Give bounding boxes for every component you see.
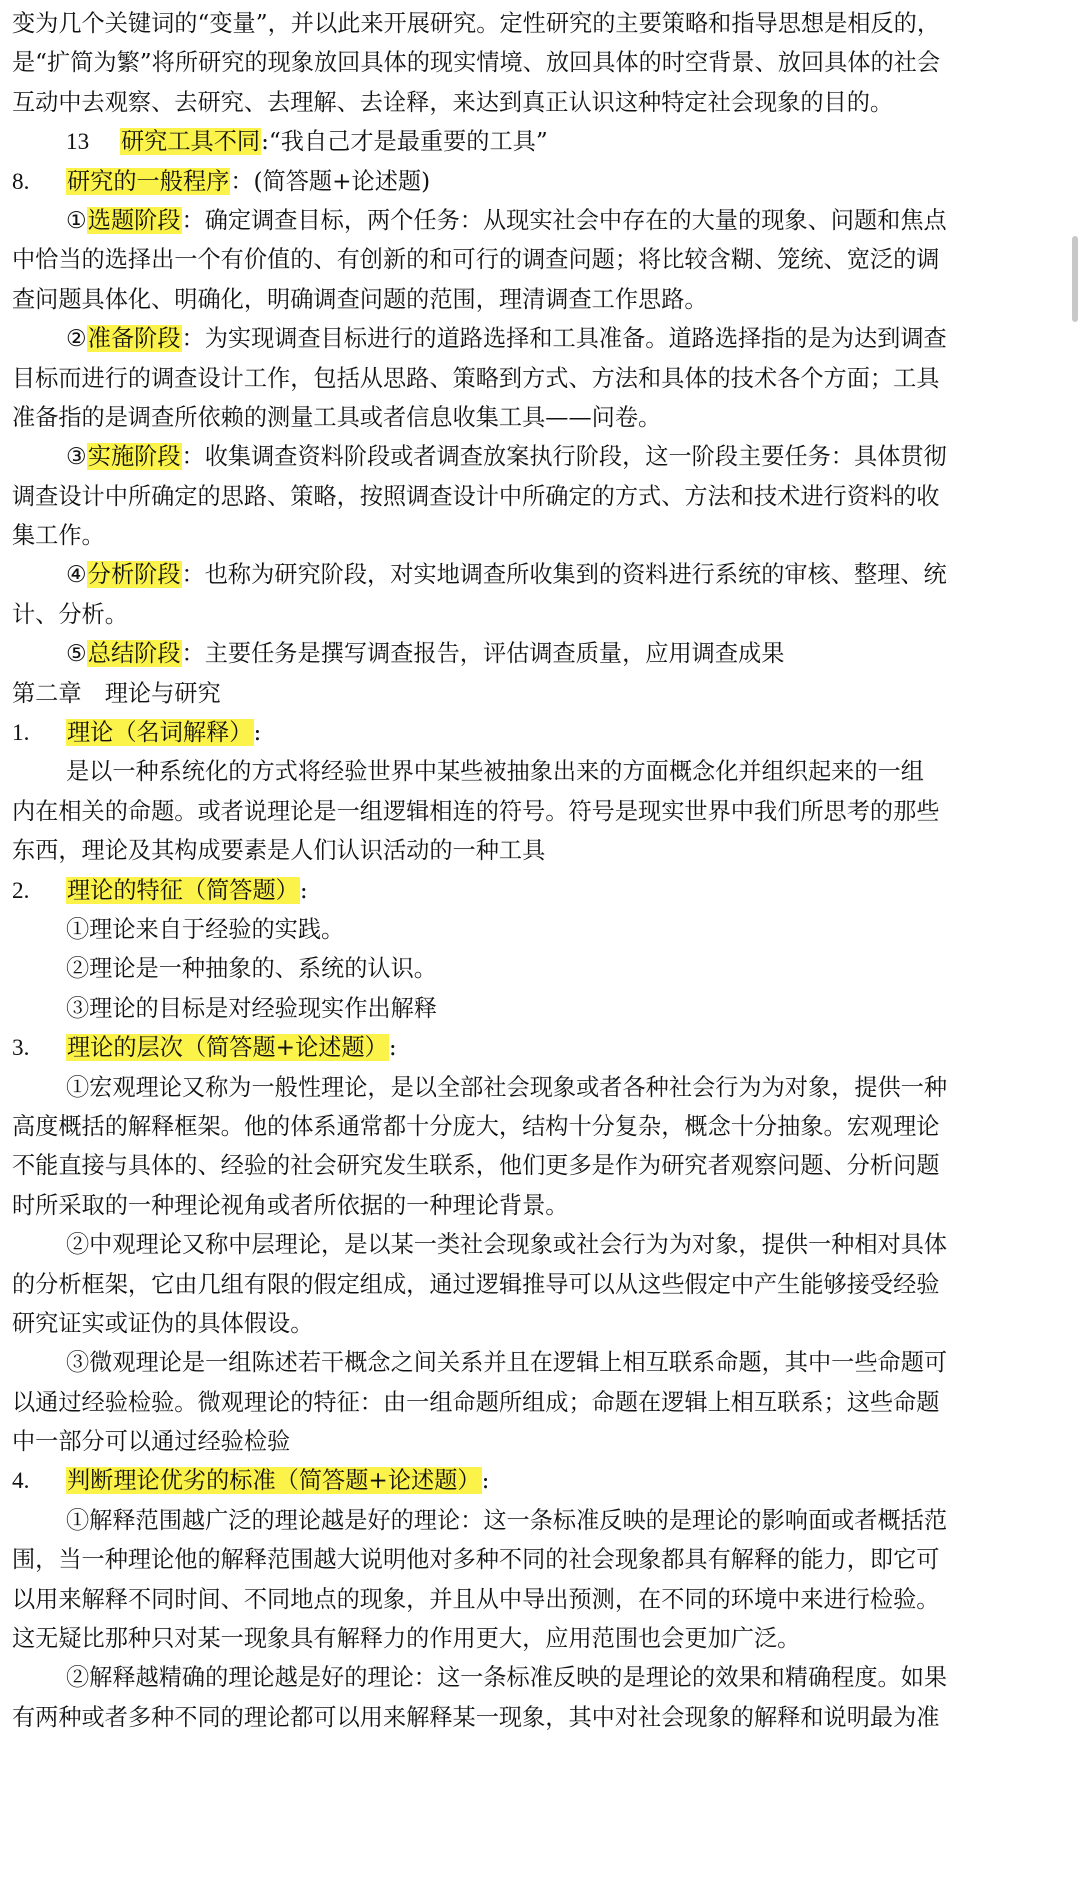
highlighted-heading: 理论（名词解释） <box>67 719 253 747</box>
text-line <box>12 831 1066 870</box>
list-number: 1. <box>12 720 30 747</box>
text-line <box>12 555 1066 594</box>
line-text: 查问题具体化、明确化，明确调查问题的范围，理清调查工作思路。 <box>12 285 708 313</box>
text-line <box>12 910 1066 949</box>
line-text: 内在相关的命题。或者说理论是一组逻辑相连的符号。符号是现实世界中我们所思考的那些 <box>12 797 940 825</box>
text-line <box>12 1265 1066 1304</box>
highlighted-heading: 理论的层次（简答题+论述题） <box>67 1034 388 1062</box>
line-text: 中一部分可以通过经验检验 <box>12 1428 291 1456</box>
line-text: : <box>481 1467 490 1495</box>
line-text: 高度概括的解释框架。他的体系通常都十分庞大，结构十分复杂，概念十分抽象。宏观理论 <box>12 1112 940 1140</box>
line-text: ②解释越精确的理论越是好的理论：这一条标准反映的是理论的效果和精确程度。如果 <box>66 1664 948 1692</box>
line-text: 准备指的是调查所依赖的测量工具或者信息收集工具——问卷。 <box>12 403 662 431</box>
highlighted-heading: 总结阶段 <box>87 640 181 668</box>
highlighted-heading: 分析阶段 <box>87 561 181 589</box>
scrollbar-thumb[interactable] <box>1072 236 1078 322</box>
text-line <box>12 1068 1066 1107</box>
highlighted-heading: 准备阶段 <box>87 325 181 353</box>
line-text: ②中观理论又称中层理论，是以某一类社会现象或社会行为为对象，提供一种相对具体 <box>66 1231 948 1259</box>
line-text: ①宏观理论又称为一般性理论，是以全部社会现象或者各种社会行为为对象，提供一种 <box>66 1073 948 1101</box>
line-text: :“我自己才是最重要的工具” <box>261 128 548 156</box>
line-text: 互动中去观察、去研究、去理解、去诠释，来达到真正认识这种特定社会现象的目的。 <box>12 88 894 116</box>
line-text: ：(简答题+论述题) <box>230 167 431 195</box>
line-text: 围，当一种理论他的解释范围越大说明他对多种不同的社会现象都具有解释的能力，即它可 <box>12 1546 940 1574</box>
line-text: : <box>388 1034 397 1062</box>
text-line <box>12 1580 1066 1619</box>
text-line <box>12 1422 1066 1461</box>
text-line <box>12 1619 1066 1658</box>
text-line <box>12 437 1066 476</box>
line-text: 的分析框架，它由几组有限的假定组成，通过逻辑推导可以从这些假定中产生能够接受经验 <box>12 1270 940 1298</box>
line-text: 这无疑比那种只对某一现象具有解释力的作用更大，应用范围也会更加广泛。 <box>12 1625 801 1653</box>
text-line <box>12 1698 1066 1737</box>
text-line <box>12 516 1066 555</box>
text-line <box>12 1107 1066 1146</box>
line-text: ①理论来自于经验的实践。 <box>66 915 345 943</box>
text-line <box>12 674 1066 713</box>
highlighted-heading: 研究的一般程序 <box>67 167 230 195</box>
highlighted-heading: 理论的特征（简答题） <box>67 876 299 904</box>
line-text: ②理论是一种抽象的、系统的认识。 <box>66 955 437 983</box>
highlighted-heading: 判断理论优劣的标准（简答题+论述题） <box>67 1467 481 1495</box>
step-marker: ④ <box>66 561 87 589</box>
line-text: ③微观理论是一组陈述若干概念之间关系并且在逻辑上相互联系命题，其中一些命题可 <box>66 1349 948 1377</box>
text-line <box>12 713 1066 752</box>
text-line <box>12 1540 1066 1579</box>
text-line <box>12 1461 1066 1500</box>
list-number: 4. <box>12 1468 30 1495</box>
line-text: 是“扩简为繁”将所研究的现象放回具体的现实情境、放回具体的时空背景、放回具体的社会 <box>12 49 941 77</box>
line-text: 调查设计中所确定的思路、策略，按照调查设计中所确定的方式、方法和技术进行资料的收 <box>12 482 940 510</box>
text-line <box>12 1501 1066 1540</box>
text-line <box>12 989 1066 1028</box>
text-line <box>12 1225 1066 1264</box>
line-text: 时所采取的一种理论视角或者所依据的一种理论背景。 <box>12 1191 569 1219</box>
step-marker: ③ <box>66 443 87 471</box>
highlighted-heading: 研究工具不同 <box>121 128 261 156</box>
text-line <box>12 122 1066 161</box>
line-text: 以通过经验检验。微观理论的特征：由一组命题所组成；命题在逻辑上相互联系；这些命题 <box>12 1388 940 1416</box>
line-text: : <box>299 876 308 904</box>
text-line <box>12 1343 1066 1382</box>
text-line <box>12 83 1066 122</box>
text-line <box>12 43 1066 82</box>
line-text: 以用来解释不同时间、不同地点的现象，并且从中导出预测，在不同的环境中来进行检验。 <box>12 1585 940 1613</box>
line-text: ：为实现调查目标进行的道路选择和工具准备。道路选择指的是为达到调查 <box>181 325 947 353</box>
text-line <box>12 359 1066 398</box>
text-line <box>12 949 1066 988</box>
line-text: 计、分析。 <box>12 600 128 628</box>
text-line <box>12 595 1066 634</box>
text-line <box>12 201 1066 240</box>
text-line <box>12 477 1066 516</box>
step-marker: ① <box>66 206 87 234</box>
text-line <box>12 280 1066 319</box>
text-line <box>12 4 1066 43</box>
line-text: 是以一种系统化的方式将经验世界中某些被抽象出来的方面概念化并组织起来的一组 <box>66 758 924 786</box>
text-line <box>12 240 1066 279</box>
highlighted-heading: 选题阶段 <box>87 206 181 234</box>
text-line <box>12 871 1066 910</box>
text-line <box>12 1146 1066 1185</box>
line-text: : <box>253 719 262 747</box>
line-text: 研究证实或证伪的具体假设。 <box>12 1309 314 1337</box>
text-line <box>12 752 1066 791</box>
list-number: 8. <box>12 168 30 195</box>
text-line <box>12 398 1066 437</box>
line-text: 目标而进行的调查设计工作，包括从思路、策略到方式、方法和具体的技术各个方面；工具 <box>12 364 940 392</box>
text-line <box>12 1186 1066 1225</box>
step-marker: ⑤ <box>66 640 87 668</box>
line-text: 第二章 理论与研究 <box>12 679 221 707</box>
text-line <box>12 1658 1066 1697</box>
text-line <box>12 162 1066 201</box>
line-text: ①解释范围越广泛的理论越是好的理论：这一条标准反映的是理论的影响面或者概括范 <box>66 1506 948 1534</box>
document-body <box>12 4 1066 1737</box>
text-line <box>12 792 1066 831</box>
highlighted-heading: 实施阶段 <box>87 443 181 471</box>
line-text: 集工作。 <box>12 522 105 550</box>
list-number: 2. <box>12 877 30 904</box>
line-text: ：主要任务是撰写调查报告，评估调查质量，应用调查成果 <box>181 640 785 668</box>
list-number: 3. <box>12 1035 30 1062</box>
line-text: ：也称为研究阶段，对实地调查所收集到的资料进行系统的审核、整理、统 <box>181 561 947 589</box>
text-line <box>12 1028 1066 1067</box>
line-text: 变为几个关键词的“变量”，并以此来开展研究。定性研究的主要策略和指导思想是相反的， <box>12 10 941 37</box>
text-line <box>12 1304 1066 1343</box>
text-line <box>12 1383 1066 1422</box>
line-text: ：收集调查资料阶段或者调查放案执行阶段，这一阶段主要任务：具体贯彻 <box>181 443 947 471</box>
line-text: 中恰当的选择出一个有价值的、有创新的和可行的调查问题；将比较含糊、笼统、宽泛的调 <box>12 246 940 274</box>
step-marker: ② <box>66 325 87 353</box>
line-text: ：确定调查目标，两个任务：从现实社会中存在的大量的现象、问题和焦点 <box>181 206 947 234</box>
text-line <box>12 319 1066 358</box>
text-line <box>12 634 1066 673</box>
line-text: 有两种或者多种不同的理论都可以用来解释某一现象，其中对社会现象的解释和说明最为准 <box>12 1703 940 1731</box>
list-number: 13 <box>66 129 90 156</box>
line-text: 不能直接与具体的、经验的社会研究发生联系，他们更多是作为研究者观察问题、分析问题 <box>12 1152 940 1180</box>
line-text: 东西，理论及其构成要素是人们认识活动的一种工具 <box>12 837 546 865</box>
line-text: ③理论的目标是对经验现实作出解释 <box>66 994 437 1022</box>
